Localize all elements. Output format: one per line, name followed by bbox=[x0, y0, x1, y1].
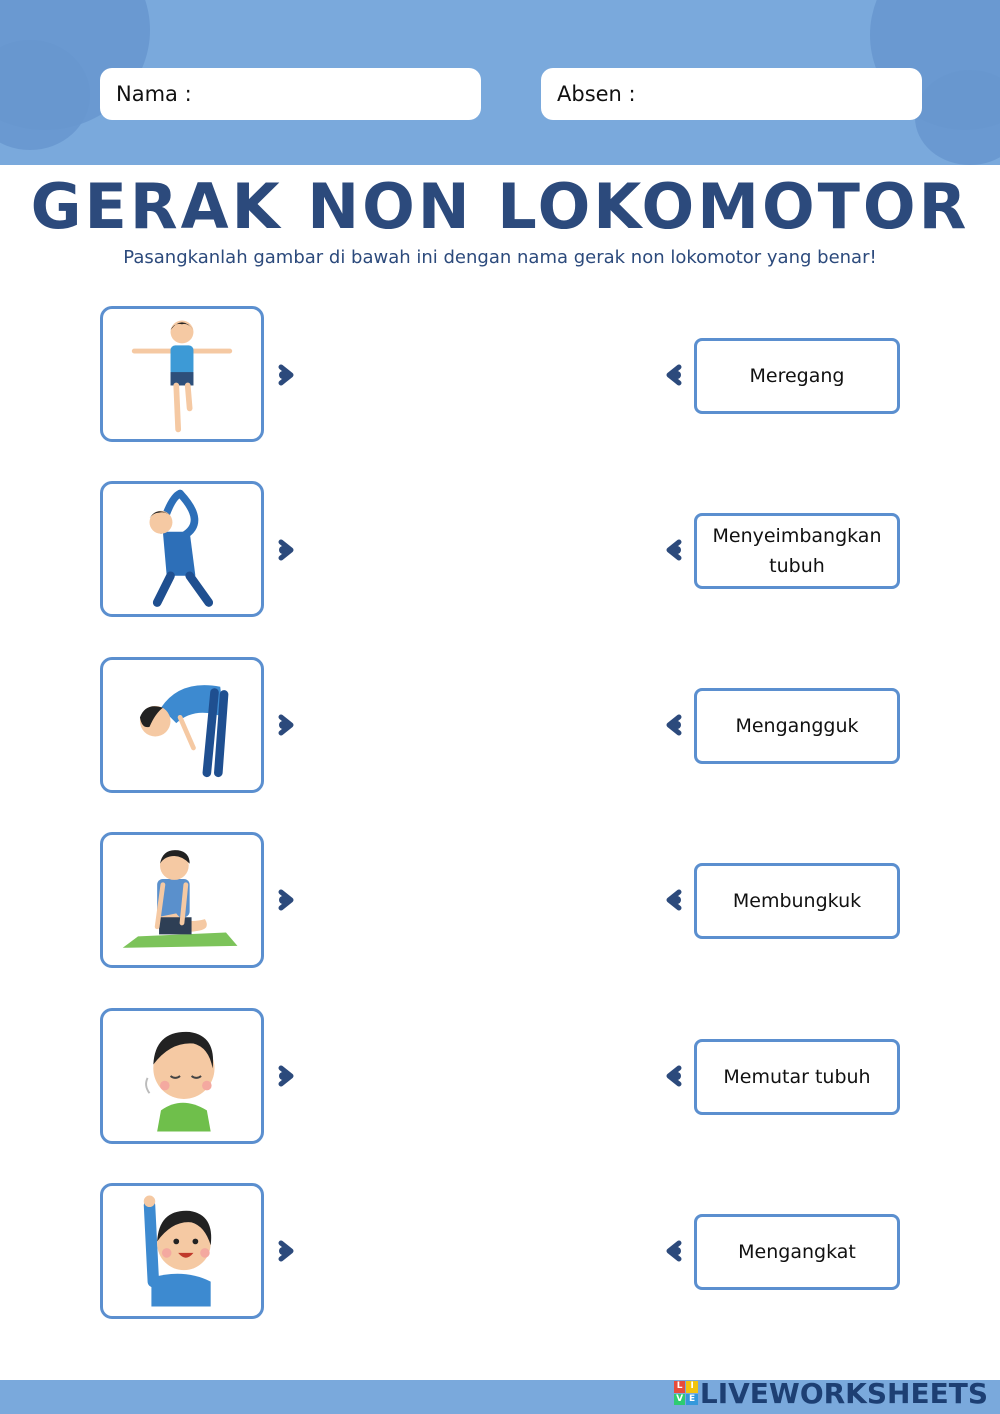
liveworksheets-logo-text: LIVEWORKSHEETS bbox=[699, 1376, 988, 1410]
answer-box-6: Mengangkat bbox=[694, 1214, 900, 1290]
page-title: GERAK NON LOKOMOTOR bbox=[30, 170, 970, 243]
picture-box-1 bbox=[100, 306, 264, 442]
match-dot-left-3[interactable] bbox=[276, 714, 298, 736]
picture-box-4 bbox=[100, 832, 264, 968]
connector-arrow-right-icon bbox=[276, 1240, 298, 1262]
instruction-text: Pasangkanlah gambar di bawah ini dengan nama gerak non lokomotor yang benar! bbox=[123, 247, 877, 268]
logo-mark-letter: E bbox=[686, 1394, 698, 1406]
picture-box-6 bbox=[100, 1183, 264, 1319]
picture-box-3 bbox=[100, 657, 264, 793]
picture-box-2 bbox=[100, 481, 264, 617]
match-dot-left-4[interactable] bbox=[276, 889, 298, 911]
connector-arrow-right-icon bbox=[276, 364, 298, 386]
connector-arrow-left-icon bbox=[662, 1240, 684, 1262]
answer-box-2: Menyeimbangkan tubuh bbox=[694, 513, 900, 589]
connector-arrow-left-icon bbox=[662, 364, 684, 386]
name-label: Nama : bbox=[116, 82, 192, 106]
connector-arrow-right-icon bbox=[276, 714, 298, 736]
boy-bending-icon bbox=[103, 660, 261, 790]
match-dot-left-1[interactable] bbox=[276, 364, 298, 386]
match-dot-right-2[interactable] bbox=[662, 539, 684, 561]
connector-arrow-left-icon bbox=[662, 1065, 684, 1087]
absen-field[interactable] bbox=[541, 68, 922, 120]
liveworksheets-logo[interactable] bbox=[674, 1376, 988, 1410]
boy-nodding-icon bbox=[103, 1011, 261, 1141]
connector-arrow-right-icon bbox=[276, 539, 298, 561]
logo-mark-letter: I bbox=[686, 1381, 698, 1393]
logo-mark-letter: L bbox=[674, 1381, 686, 1393]
match-dot-right-5[interactable] bbox=[662, 1065, 684, 1087]
boy-sitting-twist-icon bbox=[103, 835, 261, 965]
answer-box-5: Memutar tubuh bbox=[694, 1039, 900, 1115]
connector-arrow-right-icon bbox=[276, 1065, 298, 1087]
answer-box-4: Membungkuk bbox=[694, 863, 900, 939]
boy-side-stretch-icon bbox=[103, 484, 261, 614]
boy-raising-hand-icon bbox=[103, 1186, 261, 1316]
logo-mark-letter: V bbox=[674, 1394, 686, 1406]
connector-arrow-right-icon bbox=[276, 889, 298, 911]
boy-balancing-icon bbox=[103, 309, 261, 439]
match-dot-left-2[interactable] bbox=[276, 539, 298, 561]
absen-label: Absen : bbox=[557, 82, 636, 106]
connector-arrow-left-icon bbox=[662, 714, 684, 736]
name-field[interactable] bbox=[100, 68, 481, 120]
connector-arrow-left-icon bbox=[662, 889, 684, 911]
match-dot-left-5[interactable] bbox=[276, 1065, 298, 1087]
match-dot-right-1[interactable] bbox=[662, 364, 684, 386]
answer-box-3: Mengangguk bbox=[694, 688, 900, 764]
liveworksheets-logo-icon bbox=[674, 1381, 698, 1405]
picture-box-5 bbox=[100, 1008, 264, 1144]
match-dot-right-3[interactable] bbox=[662, 714, 684, 736]
connector-arrow-left-icon bbox=[662, 539, 684, 561]
match-dot-right-6[interactable] bbox=[662, 1240, 684, 1262]
match-dot-right-4[interactable] bbox=[662, 889, 684, 911]
answer-box-1: Meregang bbox=[694, 338, 900, 414]
match-dot-left-6[interactable] bbox=[276, 1240, 298, 1262]
